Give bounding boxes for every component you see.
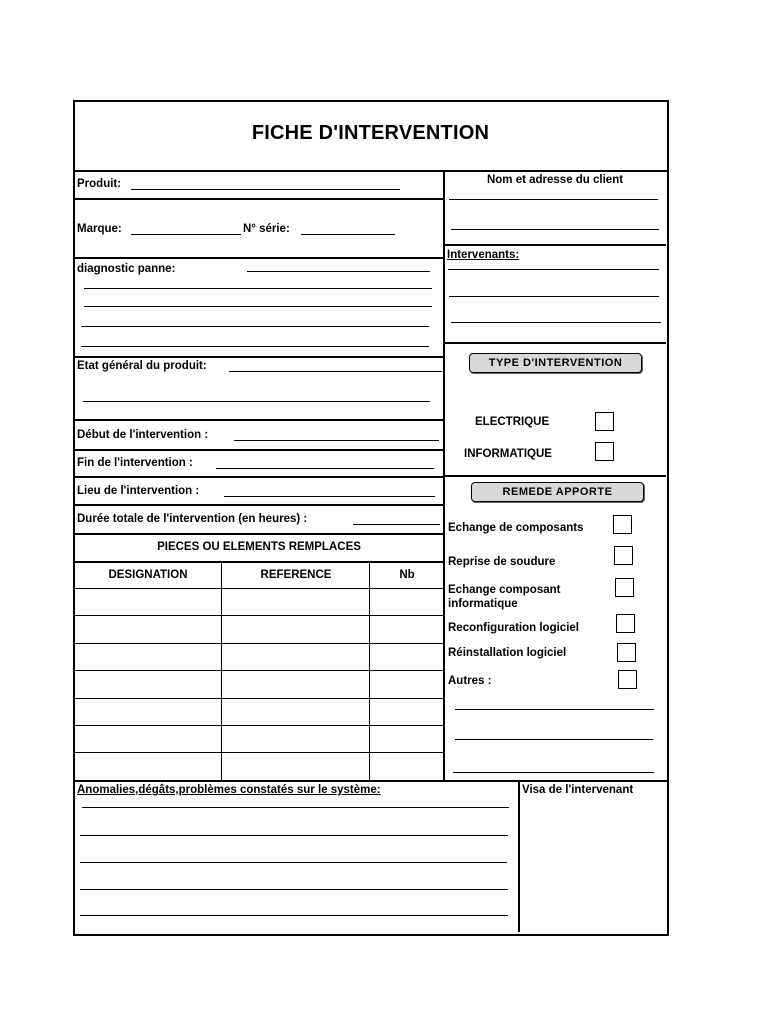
- table-row[interactable]: [74, 588, 444, 589]
- divider: [74, 170, 667, 172]
- column-header-nb: Nb: [399, 569, 415, 581]
- table-column-divider: [369, 561, 370, 781]
- table-row[interactable]: [74, 615, 444, 616]
- remede-option-echange-informatique: Echange composant informatique: [448, 584, 561, 610]
- diagnostic-field[interactable]: [247, 271, 430, 272]
- type-option-electrique: ELECTRIQUE: [475, 416, 550, 428]
- remede-option-reconfiguration: Reconfiguration logiciel: [448, 622, 579, 634]
- divider: [74, 356, 444, 358]
- divider: [444, 342, 666, 344]
- etat-field[interactable]: [83, 401, 430, 402]
- column-header-designation: DESIGNATION: [108, 569, 188, 581]
- remede-option-echange-composants: Echange de composants: [448, 522, 584, 534]
- divider: [74, 419, 444, 421]
- visa-label: Visa de l'intervenant: [522, 784, 634, 796]
- table-row[interactable]: [74, 670, 444, 671]
- divider: [74, 504, 444, 506]
- client-field[interactable]: [451, 229, 659, 230]
- informatique-checkbox[interactable]: [595, 442, 614, 461]
- diagnostic-field[interactable]: [84, 288, 432, 289]
- duree-label: Durée totale de l'intervention (en heures) :: [77, 513, 308, 525]
- table-row[interactable]: [74, 643, 444, 644]
- anomalies-field[interactable]: [80, 889, 508, 890]
- autres-checkbox[interactable]: [618, 670, 637, 689]
- etat-label: Etat général du produit:: [77, 360, 207, 372]
- reinstallation-checkbox[interactable]: [617, 643, 636, 662]
- fin-label: Fin de l'intervention :: [77, 457, 193, 469]
- produit-field[interactable]: [131, 189, 400, 190]
- diagnostic-field[interactable]: [81, 346, 429, 347]
- etat-field[interactable]: [229, 371, 442, 372]
- client-label: Nom et adresse du client: [486, 174, 624, 186]
- column-header-reference: REFERENCE: [260, 569, 332, 581]
- remede-option-reprise-soudure: Reprise de soudure: [448, 556, 556, 568]
- intervenants-field[interactable]: [448, 269, 659, 270]
- table-column-divider: [221, 561, 222, 781]
- autres-field[interactable]: [453, 772, 654, 773]
- lieu-field[interactable]: [224, 496, 435, 497]
- diagnostic-field[interactable]: [84, 306, 432, 307]
- reconfiguration-checkbox[interactable]: [616, 614, 635, 633]
- table-row[interactable]: [74, 725, 444, 726]
- divider: [444, 244, 666, 246]
- anomalies-field[interactable]: [80, 862, 507, 863]
- echange-composants-checkbox[interactable]: [613, 515, 632, 534]
- fin-field[interactable]: [216, 468, 434, 469]
- type-option-informatique: INFORMATIQUE: [464, 448, 552, 460]
- diagnostic-field[interactable]: [81, 326, 429, 327]
- divider: [74, 449, 444, 451]
- debut-label: Début de l'intervention :: [77, 429, 209, 441]
- echange-informatique-checkbox[interactable]: [615, 578, 634, 597]
- visa-signature-area[interactable]: [520, 800, 665, 931]
- marque-label: Marque:: [77, 223, 122, 235]
- lieu-label: Lieu de l'intervention :: [77, 485, 200, 497]
- serie-field[interactable]: [301, 234, 395, 235]
- intervenants-field[interactable]: [451, 322, 661, 323]
- marque-field[interactable]: [131, 234, 241, 235]
- intervenants-field[interactable]: [449, 296, 659, 297]
- produit-label: Produit:: [77, 178, 122, 190]
- debut-field[interactable]: [234, 440, 439, 441]
- anomalies-field[interactable]: [80, 835, 508, 836]
- table-row[interactable]: [74, 698, 444, 699]
- divider: [74, 561, 444, 563]
- intervenants-label: Intervenants:: [447, 249, 520, 261]
- duree-field[interactable]: [353, 524, 440, 525]
- anomalies-field[interactable]: [82, 807, 509, 808]
- anomalies-label: Anomalies,dégâts,problèmes constatés sur le système:: [77, 784, 381, 796]
- divider: [74, 198, 444, 200]
- form-title: FICHE D'INTERVENTION: [251, 122, 490, 144]
- pieces-heading: PIECES OU ELEMENTS REMPLACES: [157, 541, 361, 553]
- divider: [444, 475, 666, 477]
- reprise-soudure-checkbox[interactable]: [614, 546, 633, 565]
- table-row[interactable]: [74, 752, 444, 753]
- divider: [74, 533, 444, 535]
- type-heading: TYPE D'INTERVENTION: [469, 353, 642, 373]
- serie-label: N° série:: [243, 223, 290, 235]
- divider: [74, 476, 444, 478]
- remede-option-autres: Autres :: [448, 675, 492, 687]
- divider: [74, 257, 444, 259]
- remede-option-reinstallation: Réinstallation logiciel: [448, 647, 567, 659]
- divider: [74, 780, 667, 782]
- diagnostic-label: diagnostic panne:: [77, 263, 176, 275]
- autres-field[interactable]: [455, 739, 653, 740]
- anomalies-field[interactable]: [80, 915, 508, 916]
- client-field[interactable]: [449, 199, 658, 200]
- electrique-checkbox[interactable]: [595, 412, 614, 431]
- autres-field[interactable]: [455, 709, 654, 710]
- remede-heading: REMEDE APPORTE: [471, 482, 644, 502]
